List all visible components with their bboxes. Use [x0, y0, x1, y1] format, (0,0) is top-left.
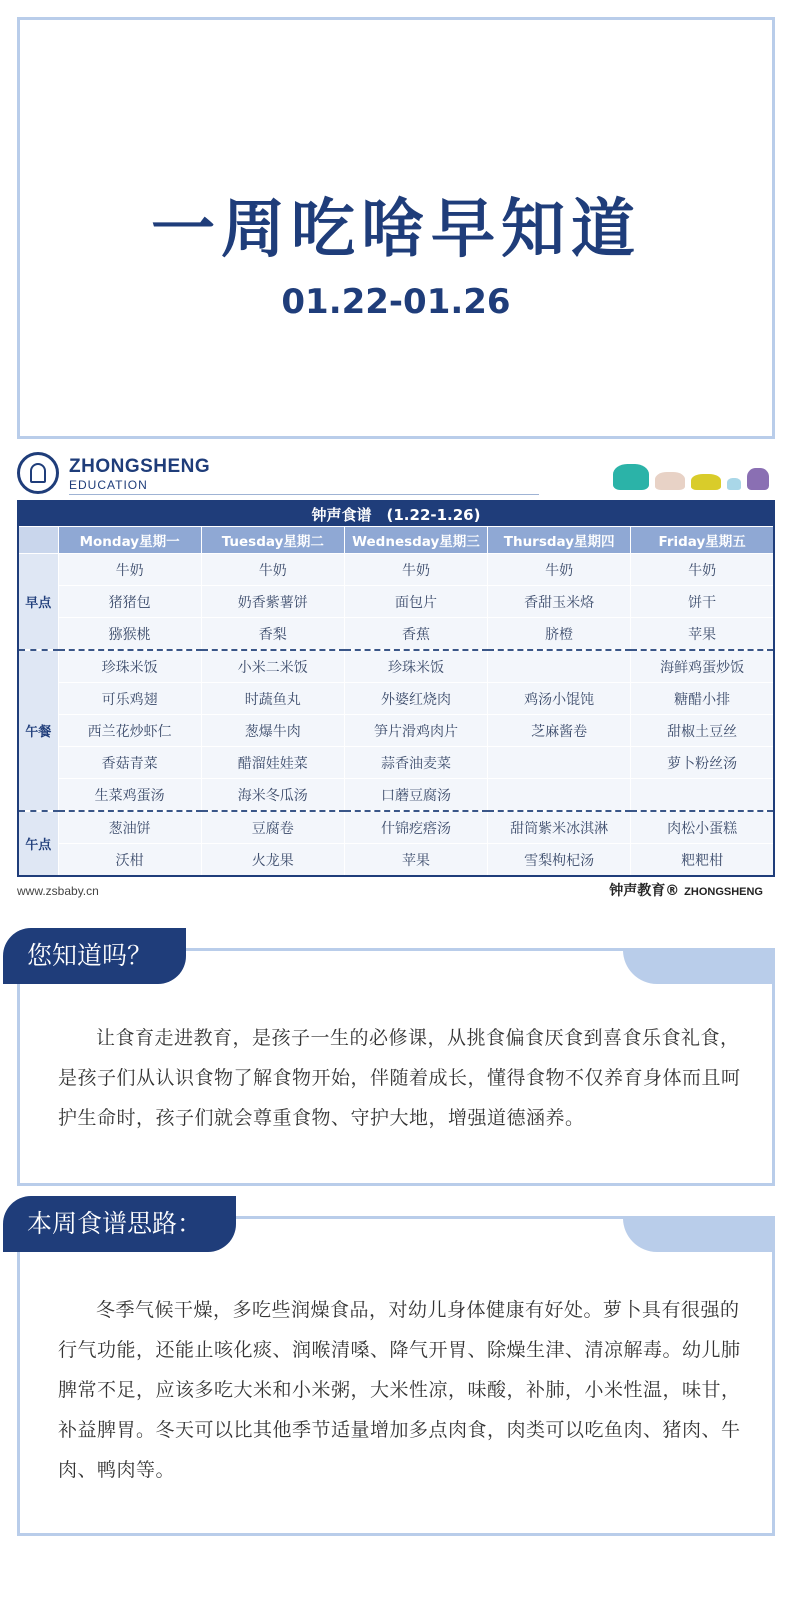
menu-item: 苹果 [631, 618, 774, 651]
menu-item: 西兰花炒虾仁 [58, 715, 201, 747]
footer-brand-cn: 钟声教育 [609, 883, 666, 899]
date-range: 01.22-01.26 [281, 282, 511, 322]
footer-brand-en: ZHONGSHENG [684, 886, 763, 898]
menu-item: 珍珠米饭 [344, 650, 487, 683]
menu-row [18, 618, 774, 651]
meal-label: 午餐 [18, 650, 58, 811]
menu-item: 面包片 [344, 586, 487, 618]
menu-item [488, 650, 631, 683]
website-url: www.zsbaby.cn [17, 884, 99, 898]
menu-item: 猕猴桃 [58, 618, 201, 651]
weekly-menu [17, 448, 777, 914]
menu-item [631, 779, 774, 812]
did-you-know-tag: 您知道吗？ [3, 928, 186, 984]
menu-item: 可乐鸡翅 [58, 683, 201, 715]
menu-item: 牛奶 [344, 554, 487, 586]
school-logo-icon [17, 452, 59, 494]
menu-item [488, 747, 631, 779]
menu-item: 香菇青菜 [58, 747, 201, 779]
menu-row [18, 554, 774, 586]
menu-item: 生菜鸡蛋汤 [58, 779, 201, 812]
brand-header [17, 448, 247, 496]
menu-item: 小米二米饭 [201, 650, 344, 683]
menu-item: 口蘑豆腐汤 [344, 779, 487, 812]
brand-divider [69, 494, 539, 495]
menu-item: 沃柑 [58, 844, 201, 877]
menu-item: 香甜玉米烙 [488, 586, 631, 618]
menu-row [18, 747, 774, 779]
footer-brand: 钟声教育® ZHONGSHENG [609, 883, 763, 899]
menu-item: 火龙果 [201, 844, 344, 877]
menu-item: 醋溜娃娃菜 [201, 747, 344, 779]
menu-row [18, 811, 774, 844]
page-title: 一周吃啥早知道 [151, 193, 641, 267]
menu-item: 苹果 [344, 844, 487, 877]
menu-row [18, 844, 774, 877]
day-header: Wednesday星期三 [344, 527, 487, 554]
title-card [17, 17, 775, 439]
menu-item: 牛奶 [488, 554, 631, 586]
menu-item: 葱爆牛肉 [201, 715, 344, 747]
menu-item: 牛奶 [58, 554, 201, 586]
day-header: Monday星期一 [58, 527, 201, 554]
menu-item: 海米冬瓜汤 [201, 779, 344, 812]
menu-row [18, 586, 774, 618]
menu-item: 蒜香油麦菜 [344, 747, 487, 779]
menu-item: 雪梨枸杞汤 [488, 844, 631, 877]
menu-row [18, 650, 774, 683]
brand-subtitle: EDUCATION [69, 478, 148, 492]
dog-icon [691, 474, 721, 490]
menu-item: 笋片滑鸡肉片 [344, 715, 487, 747]
elephant-icon [613, 464, 649, 490]
squirrel-icon [747, 468, 769, 490]
menu-item: 肉松小蛋糕 [631, 811, 774, 844]
menu-item: 香蕉 [344, 618, 487, 651]
menu-row [18, 779, 774, 812]
menu-item: 外婆红烧肉 [344, 683, 487, 715]
menu-row [18, 683, 774, 715]
day-header: Friday星期五 [631, 527, 774, 554]
menu-item: 豆腐卷 [201, 811, 344, 844]
menu-item: 时蔬鱼丸 [201, 683, 344, 715]
meal-label: 早点 [18, 554, 58, 651]
menu-item: 牛奶 [201, 554, 344, 586]
menu-item: 鸡汤小馄饨 [488, 683, 631, 715]
brand-name: ZHONGSHENG [69, 456, 211, 477]
menu-item: 萝卜粉丝汤 [631, 747, 774, 779]
menu-item: 猪猪包 [58, 586, 201, 618]
menu-item: 甜筒紫米冰淇淋 [488, 811, 631, 844]
menu-item: 珍珠米饭 [58, 650, 201, 683]
menu-item: 脐橙 [488, 618, 631, 651]
meal-label: 午点 [18, 811, 58, 876]
menu-item: 牛奶 [631, 554, 774, 586]
card-corner [623, 950, 773, 984]
cat-icon [655, 472, 685, 490]
menu-item: 什锦疙瘩汤 [344, 811, 487, 844]
day-header: Tuesday星期二 [201, 527, 344, 554]
card-corner [623, 1218, 773, 1252]
menu-caption: 钟声食谱 (1.22-1.26) [18, 501, 774, 527]
menu-table [17, 500, 775, 877]
menu-item: 香梨 [201, 618, 344, 651]
menu-item: 葱油饼 [58, 811, 201, 844]
menu-idea-tag: 本周食谱思路： [3, 1196, 236, 1252]
did-you-know-text: 让食育走进教育，是孩子一生的必修课，从挑食偏食厌食到喜食乐食礼食，是孩子们从认识食物了解食物开始，伴随着成长，懂得食物不仅养育身体而且呵护生命时，孩子们就会尊重食物、守护大地，增强道德涵养。 [58, 1027, 741, 1129]
menu-idea-text: 冬季气候干燥，多吃些润燥食品，对幼儿身体健康有好处。萝卜具有很强的行气功能，还能止咳化痰、润喉清嗓、降气开胃、除燥生津、清凉解毒。幼儿肺脾常不足，应该多吃大米和小米粥，大米性凉，味酸，补肺，小米性温，味甘，补益脾胃。冬天可以比其他季节适量增加多点肉食，肉类可以吃鱼肉、猪肉、牛肉、鸭肉等。 [58, 1299, 741, 1481]
bird-icon [727, 478, 741, 490]
animals-decoration-icon [613, 456, 777, 490]
corner-cell [18, 527, 58, 554]
day-header: Thursday星期四 [488, 527, 631, 554]
menu-item: 糖醋小排 [631, 683, 774, 715]
menu-item: 粑粑柑 [631, 844, 774, 877]
menu-item: 甜椒土豆丝 [631, 715, 774, 747]
menu-item: 饼干 [631, 586, 774, 618]
menu-item: 芝麻酱卷 [488, 715, 631, 747]
menu-item [488, 779, 631, 812]
menu-item: 海鲜鸡蛋炒饭 [631, 650, 774, 683]
menu-row [18, 715, 774, 747]
menu-item: 奶香紫薯饼 [201, 586, 344, 618]
